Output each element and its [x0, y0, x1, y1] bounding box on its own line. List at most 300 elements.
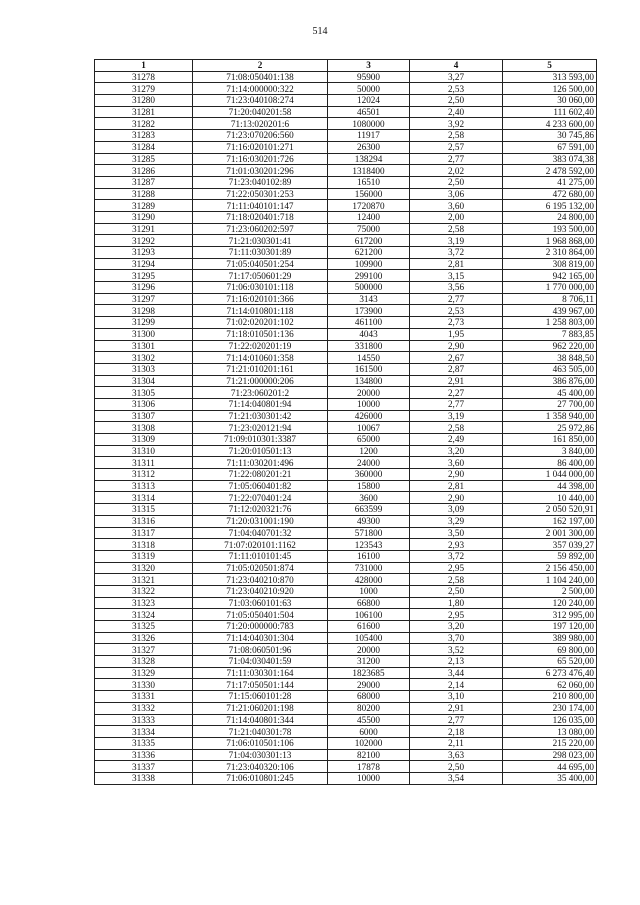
table-cell-col-1: 31288 [95, 188, 193, 200]
table-cell-col-2: 71:21:010201:161 [193, 363, 328, 375]
table-cell-col-2: 71:21:040301:78 [193, 726, 328, 738]
table-cell-col-2: 71:14:040801:344 [193, 714, 328, 726]
table-cell-col-1: 31333 [95, 714, 193, 726]
table-cell-col-4: 3,60 [410, 457, 503, 469]
table-cell-col-4: 3,27 [410, 71, 503, 83]
table-cell-col-2: 71:11:030201:496 [193, 457, 328, 469]
table-cell-col-1: 31326 [95, 632, 193, 644]
table-cell-col-2: 71:23:040108:274 [193, 95, 328, 107]
table-cell-col-3: 299100 [328, 270, 410, 282]
table-cell-col-2: 71:14:040801:94 [193, 398, 328, 410]
table-cell-col-3: 3600 [328, 492, 410, 504]
table-cell-col-1: 31321 [95, 574, 193, 586]
table-cell-col-2: 71:06:010501:106 [193, 737, 328, 749]
table-cell-col-3: 461100 [328, 317, 410, 329]
table-cell-col-4: 3,15 [410, 270, 503, 282]
table-row [95, 211, 597, 223]
table-cell-col-4: 3,06 [410, 188, 503, 200]
table-cell-col-2: 71:15:060101:28 [193, 691, 328, 703]
table-cell-col-5: 2 478 592,00 [503, 165, 597, 177]
table-cell-col-4: 2,40 [410, 106, 503, 118]
table-cell-col-4: 3,50 [410, 527, 503, 539]
table-cell-col-1: 31338 [95, 772, 193, 784]
table-row [95, 258, 597, 270]
data-table [94, 59, 597, 785]
table-cell-col-1: 31337 [95, 761, 193, 773]
table-cell-col-2: 71:05:040501:254 [193, 258, 328, 270]
table-cell-col-3: 16510 [328, 176, 410, 188]
table-cell-col-4: 3,72 [410, 550, 503, 562]
table-row [95, 293, 597, 305]
table-cell-col-4: 2,81 [410, 480, 503, 492]
table-cell-col-1: 31303 [95, 363, 193, 375]
table-cell-col-5: 1 358 940,00 [503, 410, 597, 422]
table-cell-col-4: 2,11 [410, 737, 503, 749]
table-cell-col-3: 20000 [328, 644, 410, 656]
table-cell-col-5: 230 174,00 [503, 702, 597, 714]
table-cell-col-3: 138294 [328, 153, 410, 165]
table-cell-col-5: 2 310 864,00 [503, 247, 597, 259]
table-cell-col-5: 69 800,00 [503, 644, 597, 656]
table-cell-col-4: 2,67 [410, 352, 503, 364]
table-row [95, 737, 597, 749]
table-cell-col-2: 71:11:010101:45 [193, 550, 328, 562]
table-cell-col-5: 45 400,00 [503, 387, 597, 399]
table-cell-col-5: 308 819,00 [503, 258, 597, 270]
table-cell-col-3: 500000 [328, 282, 410, 294]
table-cell-col-2: 71:21:030301:42 [193, 410, 328, 422]
table-row [95, 644, 597, 656]
table-cell-col-3: 331800 [328, 340, 410, 352]
table-cell-col-4: 2,90 [410, 469, 503, 481]
table-cell-col-5: 59 892,00 [503, 550, 597, 562]
table-cell-col-2: 71:20:040201:58 [193, 106, 328, 118]
table-row [95, 130, 597, 142]
table-cell-col-5: 313 593,00 [503, 71, 597, 83]
table-cell-col-5: 386 876,00 [503, 375, 597, 387]
table-cell-col-4: 2,77 [410, 153, 503, 165]
table-cell-col-2: 71:22:080201:21 [193, 469, 328, 481]
table-cell-col-1: 31336 [95, 749, 193, 761]
table-cell-col-5: 30 060,00 [503, 95, 597, 107]
table-cell-col-2: 71:20:031001:190 [193, 515, 328, 527]
table-cell-col-1: 31334 [95, 726, 193, 738]
table-cell-col-5: 10 440,00 [503, 492, 597, 504]
table-cell-col-1: 31284 [95, 141, 193, 153]
table-row [95, 492, 597, 504]
table-cell-col-5: 161 850,00 [503, 434, 597, 446]
table-row [95, 247, 597, 259]
table-row [95, 726, 597, 738]
table-cell-col-4: 2,53 [410, 305, 503, 317]
table-cell-col-4: 2,49 [410, 434, 503, 446]
table-row [95, 504, 597, 516]
table-cell-col-2: 71:07:020101:1162 [193, 539, 328, 551]
table-cell-col-1: 31308 [95, 422, 193, 434]
table-cell-col-5: 942 165,00 [503, 270, 597, 282]
table-cell-col-4: 2,27 [410, 387, 503, 399]
table-cell-col-4: 2,50 [410, 761, 503, 773]
table-cell-col-2: 71:21:060201:198 [193, 702, 328, 714]
table-cell-col-4: 2,91 [410, 702, 503, 714]
table-cell-col-2: 71:13:020201:6 [193, 118, 328, 130]
table-cell-col-2: 71:14:010601:358 [193, 352, 328, 364]
table-cell-col-4: 3,70 [410, 632, 503, 644]
table-cell-col-1: 31285 [95, 153, 193, 165]
table-cell-col-5: 86 400,00 [503, 457, 597, 469]
table-cell-col-1: 31314 [95, 492, 193, 504]
table-cell-col-2: 71:22:050301:253 [193, 188, 328, 200]
table-cell-col-2: 71:01:030201:296 [193, 165, 328, 177]
table-cell-col-3: 6000 [328, 726, 410, 738]
table-cell-col-4: 3,10 [410, 691, 503, 703]
table-cell-col-5: 2 050 520,91 [503, 504, 597, 516]
table-cell-col-1: 31296 [95, 282, 193, 294]
table-row [95, 375, 597, 387]
table-cell-col-4: 3,44 [410, 667, 503, 679]
table-cell-col-3: 10000 [328, 398, 410, 410]
table-cell-col-4: 2,87 [410, 363, 503, 375]
table-cell-col-3: 428000 [328, 574, 410, 586]
table-cell-col-1: 31292 [95, 235, 193, 247]
table-cell-col-3: 26300 [328, 141, 410, 153]
table-cell-col-3: 14550 [328, 352, 410, 364]
table-row [95, 562, 597, 574]
table-cell-col-1: 31300 [95, 328, 193, 340]
table-cell-col-3: 45500 [328, 714, 410, 726]
table-row [95, 141, 597, 153]
table-cell-col-1: 31327 [95, 644, 193, 656]
table-cell-col-4: 3,56 [410, 282, 503, 294]
table-row [95, 679, 597, 691]
table-cell-col-2: 71:20:010501:13 [193, 445, 328, 457]
table-row [95, 667, 597, 679]
table-cell-col-4: 2,58 [410, 574, 503, 586]
table-row [95, 445, 597, 457]
table-row [95, 363, 597, 375]
table-cell-col-5: 13 080,00 [503, 726, 597, 738]
table-row [95, 410, 597, 422]
column-header-1: 1 [95, 60, 193, 72]
table-cell-col-1: 31304 [95, 375, 193, 387]
table-cell-col-5: 1 968 868,00 [503, 235, 597, 247]
table-row [95, 772, 597, 784]
table-cell-col-4: 2,50 [410, 176, 503, 188]
table-cell-col-3: 3143 [328, 293, 410, 305]
table-cell-col-4: 3,54 [410, 772, 503, 784]
table-row [95, 761, 597, 773]
table-cell-col-3: 66800 [328, 597, 410, 609]
table-cell-col-5: 439 967,00 [503, 305, 597, 317]
table-cell-col-5: 193 500,00 [503, 223, 597, 235]
table-cell-col-2: 71:08:050401:138 [193, 71, 328, 83]
table-cell-col-1: 31311 [95, 457, 193, 469]
table-cell-col-2: 71:06:010801:245 [193, 772, 328, 784]
table-cell-col-1: 31297 [95, 293, 193, 305]
table-cell-col-5: 62 060,00 [503, 679, 597, 691]
table-cell-col-1: 31318 [95, 539, 193, 551]
table-cell-col-1: 31309 [95, 434, 193, 446]
table-cell-col-5: 44 398,00 [503, 480, 597, 492]
table-cell-col-3: 75000 [328, 223, 410, 235]
table-cell-col-3: 1720870 [328, 200, 410, 212]
table-cell-col-4: 2,95 [410, 562, 503, 574]
table-cell-col-2: 71:16:020101:271 [193, 141, 328, 153]
table-cell-col-2: 71:17:050501:144 [193, 679, 328, 691]
table-row [95, 282, 597, 294]
table-row [95, 749, 597, 761]
table-cell-col-4: 2,50 [410, 95, 503, 107]
table-row [95, 223, 597, 235]
table-cell-col-2: 71:04:030301:13 [193, 749, 328, 761]
table-cell-col-1: 31281 [95, 106, 193, 118]
table-row [95, 597, 597, 609]
table-cell-col-5: 312 995,00 [503, 609, 597, 621]
table-cell-col-1: 31329 [95, 667, 193, 679]
table-cell-col-5: 120 240,00 [503, 597, 597, 609]
table-cell-col-4: 2,13 [410, 656, 503, 668]
table-cell-col-1: 31320 [95, 562, 193, 574]
table-row [95, 480, 597, 492]
table-cell-col-3: 621200 [328, 247, 410, 259]
table-cell-col-4: 2,77 [410, 398, 503, 410]
table-row [95, 352, 597, 364]
table-cell-col-5: 35 400,00 [503, 772, 597, 784]
table-row [95, 340, 597, 352]
table-cell-col-5: 8 706,11 [503, 293, 597, 305]
table-cell-col-3: 1823685 [328, 667, 410, 679]
table-cell-col-4: 2,90 [410, 492, 503, 504]
table-cell-col-1: 31331 [95, 691, 193, 703]
table-cell-col-3: 65000 [328, 434, 410, 446]
table-cell-col-3: 49300 [328, 515, 410, 527]
table-cell-col-3: 29000 [328, 679, 410, 691]
table-row [95, 422, 597, 434]
table-cell-col-4: 2,00 [410, 211, 503, 223]
table-cell-col-5: 210 800,00 [503, 691, 597, 703]
table-cell-col-1: 31291 [95, 223, 193, 235]
table-cell-col-3: 10000 [328, 772, 410, 784]
table-row [95, 270, 597, 282]
table-cell-col-1: 31295 [95, 270, 193, 282]
table-cell-col-3: 1200 [328, 445, 410, 457]
table-cell-col-3: 731000 [328, 562, 410, 574]
table-row [95, 469, 597, 481]
table-cell-col-5: 383 074,38 [503, 153, 597, 165]
table-cell-col-3: 161500 [328, 363, 410, 375]
table-cell-col-2: 71:21:000000:206 [193, 375, 328, 387]
table-cell-col-2: 71:09:010301:3387 [193, 434, 328, 446]
table-cell-col-2: 71:23:070206:560 [193, 130, 328, 142]
table-cell-col-5: 1 044 000,00 [503, 469, 597, 481]
table-row [95, 585, 597, 597]
table-cell-col-3: 1080000 [328, 118, 410, 130]
table-row [95, 305, 597, 317]
table-row [95, 609, 597, 621]
table-row [95, 656, 597, 668]
table-cell-col-2: 71:05:050401:504 [193, 609, 328, 621]
table-cell-col-3: 663599 [328, 504, 410, 516]
table-body [95, 71, 597, 784]
table-cell-col-1: 31287 [95, 176, 193, 188]
table-row [95, 527, 597, 539]
table-cell-col-3: 80200 [328, 702, 410, 714]
table-cell-col-3: 11917 [328, 130, 410, 142]
table-cell-col-2: 71:05:060401:82 [193, 480, 328, 492]
table-cell-col-2: 71:16:030201:726 [193, 153, 328, 165]
table-row [95, 515, 597, 527]
table-cell-col-4: 3,72 [410, 247, 503, 259]
table-row [95, 188, 597, 200]
table-row [95, 328, 597, 340]
table-cell-col-3: 123543 [328, 539, 410, 551]
table-cell-col-2: 71:14:010801:118 [193, 305, 328, 317]
table-cell-col-4: 3,63 [410, 749, 503, 761]
table-cell-col-1: 31280 [95, 95, 193, 107]
table-header-row [95, 60, 597, 72]
table-cell-col-2: 71:12:020321:76 [193, 504, 328, 516]
table-cell-col-5: 6 195 132,00 [503, 200, 597, 212]
table-cell-col-2: 71:08:060501:96 [193, 644, 328, 656]
table-cell-col-4: 2,18 [410, 726, 503, 738]
table-cell-col-5: 41 275,00 [503, 176, 597, 188]
table-cell-col-1: 31290 [95, 211, 193, 223]
table-cell-col-4: 2,77 [410, 714, 503, 726]
column-header-2: 2 [193, 60, 328, 72]
table-cell-col-2: 71:18:010501:136 [193, 328, 328, 340]
table-cell-col-3: 50000 [328, 83, 410, 95]
table-row [95, 702, 597, 714]
table-cell-col-3: 17878 [328, 761, 410, 773]
table-cell-col-2: 71:23:040210:870 [193, 574, 328, 586]
table-cell-col-2: 71:16:020101:366 [193, 293, 328, 305]
table-cell-col-5: 7 883,85 [503, 328, 597, 340]
table-cell-col-3: 102000 [328, 737, 410, 749]
table-row [95, 691, 597, 703]
table-cell-col-3: 105400 [328, 632, 410, 644]
table-cell-col-2: 71:22:070401:24 [193, 492, 328, 504]
table-cell-col-1: 31310 [95, 445, 193, 457]
column-header-5: 5 [503, 60, 597, 72]
table-cell-col-4: 2,95 [410, 609, 503, 621]
table-cell-col-4: 2,73 [410, 317, 503, 329]
table-row [95, 714, 597, 726]
table-cell-col-4: 3,20 [410, 621, 503, 633]
table-cell-col-2: 71:17:050601:29 [193, 270, 328, 282]
table-cell-col-5: 357 039,27 [503, 539, 597, 551]
table-cell-col-1: 31294 [95, 258, 193, 270]
table-cell-col-5: 962 220,00 [503, 340, 597, 352]
table-cell-col-5: 111 602,40 [503, 106, 597, 118]
table-cell-col-4: 2,81 [410, 258, 503, 270]
page-number: 514 [312, 26, 328, 37]
table-cell-col-5: 2 500,00 [503, 585, 597, 597]
table-cell-col-3: 68000 [328, 691, 410, 703]
table-cell-col-3: 31200 [328, 656, 410, 668]
table-cell-col-5: 126 035,00 [503, 714, 597, 726]
table-cell-col-4: 2,58 [410, 223, 503, 235]
table-cell-col-4: 2,90 [410, 340, 503, 352]
table-cell-col-2: 71:05:020501:874 [193, 562, 328, 574]
table-cell-col-5: 1 104 240,00 [503, 574, 597, 586]
table-cell-col-1: 31289 [95, 200, 193, 212]
table-cell-col-1: 31301 [95, 340, 193, 352]
table-row [95, 398, 597, 410]
table-row [95, 118, 597, 130]
table-cell-col-4: 2,14 [410, 679, 503, 691]
table-cell-col-3: 156000 [328, 188, 410, 200]
table-row [95, 387, 597, 399]
table-cell-col-3: 134800 [328, 375, 410, 387]
table-cell-col-5: 3 840,00 [503, 445, 597, 457]
table-row [95, 176, 597, 188]
table-cell-col-3: 10067 [328, 422, 410, 434]
table-cell-col-2: 71:21:030301:41 [193, 235, 328, 247]
table-cell-col-1: 31282 [95, 118, 193, 130]
table-cell-col-3: 173900 [328, 305, 410, 317]
table-cell-col-5: 162 197,00 [503, 515, 597, 527]
table-cell-col-3: 4043 [328, 328, 410, 340]
table-row [95, 632, 597, 644]
table-cell-col-5: 463 505,00 [503, 363, 597, 375]
table-cell-col-1: 31305 [95, 387, 193, 399]
table-cell-col-4: 1,80 [410, 597, 503, 609]
table-cell-col-5: 38 848,50 [503, 352, 597, 364]
column-header-3: 3 [328, 60, 410, 72]
table-cell-col-1: 31319 [95, 550, 193, 562]
table-cell-col-2: 71:06:030101:118 [193, 282, 328, 294]
table-cell-col-5: 4 233 600,00 [503, 118, 597, 130]
table-cell-col-4: 2,58 [410, 130, 503, 142]
table-cell-col-2: 71:23:060201:2 [193, 387, 328, 399]
table-cell-col-1: 31325 [95, 621, 193, 633]
table-cell-col-1: 31283 [95, 130, 193, 142]
table-cell-col-1: 31332 [95, 702, 193, 714]
table-cell-col-1: 31313 [95, 480, 193, 492]
table-cell-col-4: 2,58 [410, 422, 503, 434]
table-cell-col-2: 71:11:040101:147 [193, 200, 328, 212]
table-cell-col-5: 24 800,00 [503, 211, 597, 223]
table-row [95, 95, 597, 107]
table-cell-col-2: 71:14:000000:322 [193, 83, 328, 95]
table-cell-col-1: 31316 [95, 515, 193, 527]
table-cell-col-4: 3,29 [410, 515, 503, 527]
table-cell-col-4: 3,60 [410, 200, 503, 212]
table-cell-col-3: 24000 [328, 457, 410, 469]
table-row [95, 106, 597, 118]
table-cell-col-2: 71:23:040210:920 [193, 585, 328, 597]
table-row [95, 539, 597, 551]
table-cell-col-4: 2,50 [410, 585, 503, 597]
table-cell-col-5: 65 520,00 [503, 656, 597, 668]
table-cell-col-2: 71:11:030301:164 [193, 667, 328, 679]
table-cell-col-4: 2,93 [410, 539, 503, 551]
table-cell-col-3: 95900 [328, 71, 410, 83]
table-cell-col-3: 16100 [328, 550, 410, 562]
table-cell-col-4: 2,57 [410, 141, 503, 153]
table-row [95, 434, 597, 446]
table-cell-col-5: 197 120,00 [503, 621, 597, 633]
table-row [95, 200, 597, 212]
table-cell-col-2: 71:14:040301:304 [193, 632, 328, 644]
table-cell-col-3: 20000 [328, 387, 410, 399]
table-cell-col-4: 3,19 [410, 235, 503, 247]
table-cell-col-5: 1 258 803,00 [503, 317, 597, 329]
table-cell-col-2: 71:04:030401:59 [193, 656, 328, 668]
table-cell-col-5: 44 695,00 [503, 761, 597, 773]
table-cell-col-1: 31298 [95, 305, 193, 317]
table-cell-col-2: 71:03:060101:63 [193, 597, 328, 609]
